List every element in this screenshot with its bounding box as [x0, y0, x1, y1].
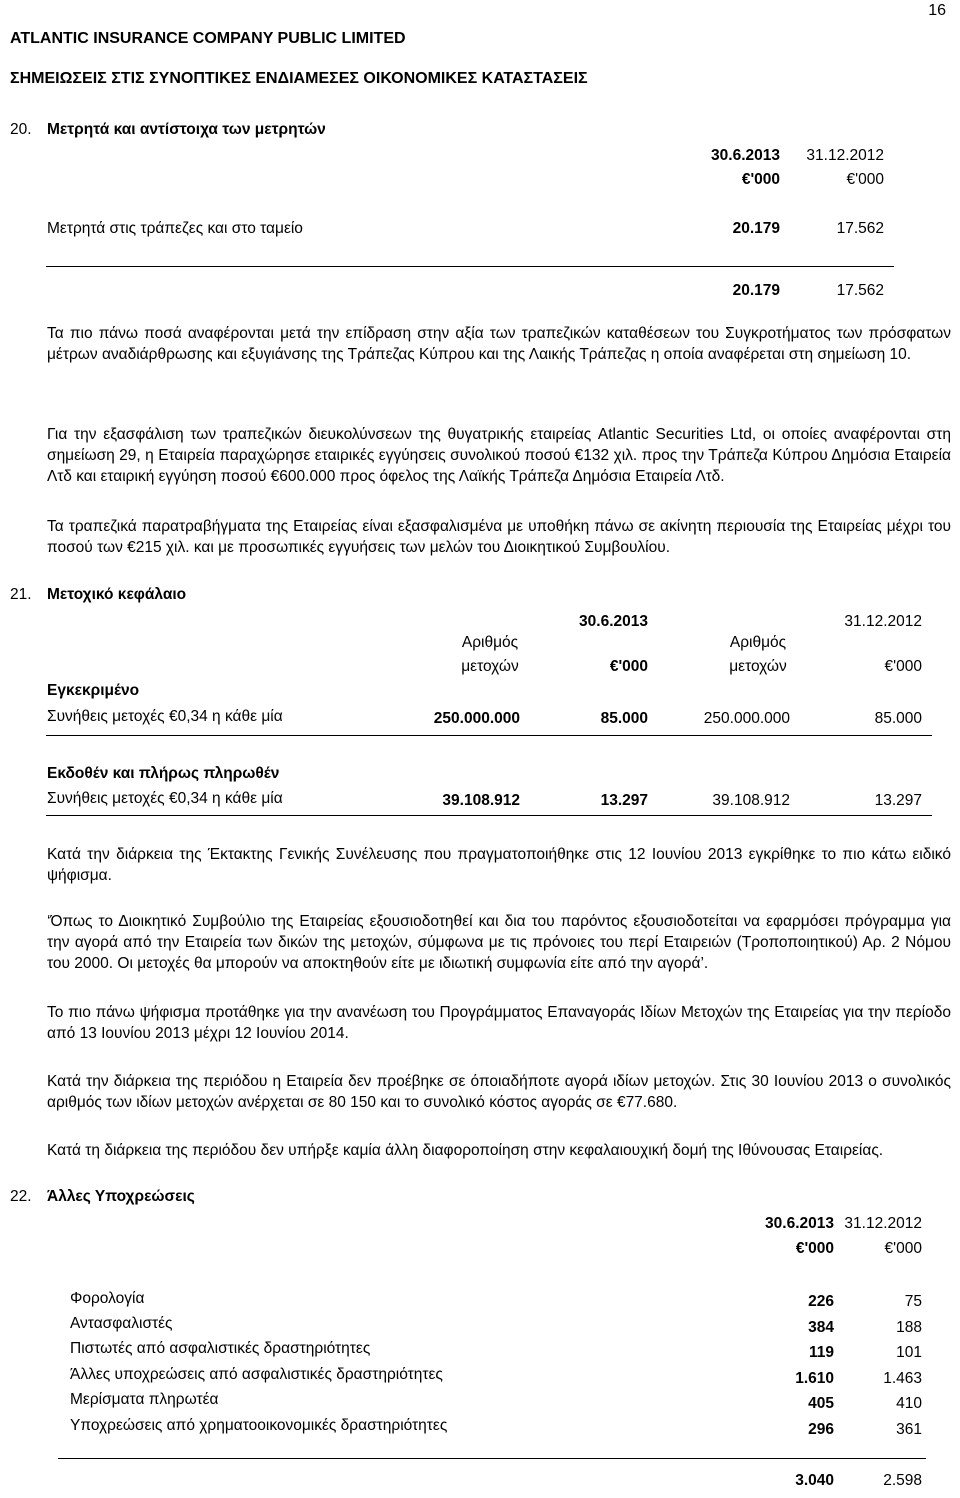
note20-row-v1: 20.179 — [732, 220, 780, 237]
note22-row-label: Μερίσματα πληρωτέα — [70, 1391, 219, 1408]
note21-shares-label-2b: μετοχών — [729, 658, 787, 675]
note22-row-v1: 384 — [808, 1319, 834, 1336]
note21-col2-date: 31.12.2012 — [844, 613, 922, 630]
note21-shares-label-1a: Αριθμός — [461, 634, 519, 651]
note22-total-v2: 2.598 — [883, 1472, 922, 1489]
note22-total-v1: 3.040 — [795, 1472, 834, 1489]
note22-row-v2: 1.463 — [883, 1370, 922, 1387]
note22-row-label: Υποχρεώσεις από χρηματοοικονομικές δραστηριότητες — [70, 1417, 448, 1434]
note20-col1-unit: €'000 — [741, 171, 780, 188]
note22-row-label: Πιστωτές από ασφαλιστικές δραστηριότητες — [70, 1340, 371, 1357]
note20-paragraph-2: Για την εξασφάλιση των τραπεζικών διευκολύνσεων της θυγατρικής εταιρείας Atlantic Securities Ltd, οι οποίες αναφέρονται στη σημείωση 29, η Εταιρεία παραχώρησε εταιρικές εγγύησεις συνολικού ποσού €132 χιλ. προς την Τράπεζα Κύπρου Δημόσια Εταιρεία Λτδ και εταιρική εγγύηση ποσού €600.000 προς όφελος της Λαϊκής Τράπεζα Δημόσια Εταιρεία Λτδ. — [47, 426, 951, 485]
note20-col2-date: 31.12.2012 — [806, 147, 884, 164]
note20-number: 20. — [10, 121, 32, 138]
note20-col1-date: 30.6.2013 — [711, 147, 780, 164]
note20-title: Μετρητά και αντίστοιχα των μετρητών — [47, 121, 326, 138]
note22-row-v1: 119 — [808, 1344, 834, 1361]
note22-row-label: Άλλες υποχρεώσεις από ασφαλιστικές δραστηριότητες — [70, 1366, 443, 1383]
note21-authorised-v3: 250.000.000 — [703, 710, 790, 727]
note22-col1-unit: €'000 — [795, 1240, 834, 1257]
report-title: ΣΗΜΕΙΩΣΕΙΣ ΣΤΙΣ ΣΥΝΟΠΤΙΚΕΣ ΕΝΔΙΑΜΕΣΕΣ ΟΙΚΟΝΟΜΙΚΕΣ ΚΑΤΑΣΤΑΣΕΙΣ — [10, 70, 588, 87]
note21-unit-2: €'000 — [884, 658, 922, 675]
note20-row-label: Μετρητά στις τράπεζες και στο ταμείο — [47, 220, 303, 237]
note22-row-label: Αντασφαλιστές — [70, 1315, 173, 1332]
note21-paragraph-5: Κατά τη διάρκεια της περιόδου δεν υπήρξε καμία άλλη διαφοροποίηση στην κεφαλαιουχική δομή της Ιθύνουσας Εταιρείας. — [47, 1142, 884, 1159]
note22-col2-date: 31.12.2012 — [844, 1215, 922, 1232]
note22-row-v2: 410 — [896, 1395, 922, 1412]
note21-col1-date: 30.6.2013 — [579, 613, 648, 630]
note21-authorised-v1: 250.000.000 — [433, 710, 520, 727]
note22-col2-unit: €'000 — [884, 1240, 922, 1257]
note21-paragraph-1: Κατά την διάρκεια της Έκτακτης Γενικής Συνέλευσης που πραγματοποιήθηκε στις 12 Ιουνίου 2013 εγκρίθηκε το πιο κάτω ειδικό ψήφισμα. — [47, 846, 951, 884]
note22-row-v2: 101 — [896, 1344, 922, 1361]
note21-issued-v2: 13.297 — [600, 792, 648, 809]
note21-number: 21. — [10, 586, 32, 603]
note20-row-v2: 17.562 — [836, 220, 884, 237]
note21-issued-heading: Εκδοθέν και πλήρως πληρωθέν — [47, 765, 280, 782]
note22-row-v1: 226 — [808, 1293, 834, 1310]
note21-authorised-heading: Εγκεκριμένο — [47, 682, 140, 699]
note21-issued-v1: 39.108.912 — [442, 792, 520, 809]
note20-total-v2: 17.562 — [836, 282, 884, 299]
note21-issued-label: Συνήθεις μετοχές €0,34 η κάθε μία — [47, 790, 283, 807]
note22-row-v1: 405 — [808, 1395, 834, 1412]
note22-row-v1: 1.610 — [795, 1370, 834, 1387]
note21-paragraph-4: Κατά την διάρκεια της περιόδου η Εταιρεία δεν προέβηκε σε όποιαδήποτε αγορά ιδίων μετοχών. Στις 30 Ιουνίου 2013 ο συνολικός αριθμός των ιδίων μετοχών ανέρχεται σε 80 150 και το συνολικό κόστος αγοράς σε €77.680. — [47, 1073, 951, 1111]
note22-number: 22. — [10, 1188, 32, 1205]
note21-authorised-label: Συνήθεις μετοχές €0,34 η κάθε μία — [47, 708, 283, 725]
note21-title: Μετοχικό κεφάλαιο — [47, 586, 187, 603]
note20-col2-unit: €'000 — [846, 171, 884, 188]
note22-row-v2: 75 — [904, 1293, 922, 1310]
company-name: ATLANTIC INSURANCE COMPANY PUBLIC LIMITED — [10, 30, 406, 47]
note22-col1-date: 30.6.2013 — [765, 1215, 834, 1232]
note20-paragraph-3: Τα τραπεζικά παρατραβήγματα της Εταιρείας είναι εξασφαλισμένα με υποθήκη πάνω σε ακίνητη περιουσία της Εταιρείας μέχρι του ποσού των €215 χιλ. και με προσωπικές εγγυήσεις των μελών του Διοικητικού Συμβουλίου. — [47, 518, 951, 556]
note21-shares-label-1b: Αριθμός — [729, 634, 787, 651]
page-number: 16 — [928, 2, 946, 19]
note21-authorised-v4: 85.000 — [874, 710, 922, 727]
note20-rule — [46, 266, 894, 267]
note22-row-label: Φορολογία — [70, 1290, 145, 1307]
note20-total-v1: 20.179 — [732, 282, 780, 299]
note21-issued-v4: 13.297 — [874, 792, 922, 809]
note21-authorised-rule — [46, 735, 932, 736]
note21-issued-rule — [46, 815, 932, 816]
note22-row-v1: 296 — [808, 1421, 834, 1438]
note21-shares-label-2a: μετοχών — [461, 658, 519, 675]
note21-unit-1: €'000 — [609, 658, 648, 675]
note20-paragraph-1: Τα πιο πάνω ποσά αναφέρονται μετά την επίδραση στην αξία των τραπεζικών καταθέσεων του Συγκροτήματος των πρόσφατων μέτρων αναδιάρθρωσης και εξυγιάνσης της Τράπεζας Κύπρου και της Λαικής Τράπεζας η οποία αναφέρεται στη σημείωση 10. — [47, 325, 951, 363]
note21-paragraph-2: ‘Όπως το Διοικητικό Συμβούλιο της Εταιρείας εξουσιοδοτηθεί και δια του παρόντος εξουσιοδοτείται να εφαρμόσει πρόγραμμα για την αγορά από την Εταιρεία των δικών της μετοχών, σύμφωνα με τις πρόνοιες του περί Εταιρειών (Τροποποιητικού) Αρ. 2 Νόμου του 2000. Οι μετοχές θα μπορούν να αποκτηθούν είτε με ιδιωτική συμφωνία είτε από την αγορά’. — [47, 913, 951, 972]
note21-authorised-v2: 85.000 — [600, 710, 648, 727]
note21-paragraph-3: Το πιο πάνω ψήφισμα προτάθηκε για την ανανέωση του Προγράμματος Επαναγοράς Ιδίων Μετοχών της Εταιρείας για την περίοδο από 13 Ιουνίου 2013 μέχρι 12 Ιουνίου 2014. — [47, 1004, 951, 1042]
note22-rule — [58, 1458, 926, 1459]
note22-row-v2: 188 — [896, 1319, 922, 1336]
note21-issued-v3: 39.108.912 — [712, 792, 790, 809]
note22-row-v2: 361 — [896, 1421, 922, 1438]
note22-title: Άλλες Υποχρεώσεις — [47, 1188, 195, 1205]
